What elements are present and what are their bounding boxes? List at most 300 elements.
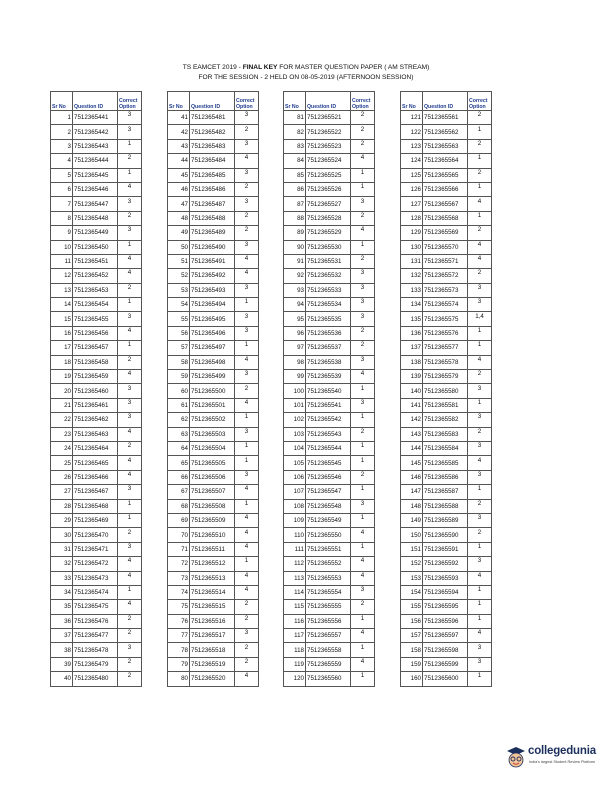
sr-no-cell: 90 bbox=[284, 240, 306, 254]
table-row bbox=[51, 182, 142, 196]
question-id-cell: 7512365592 bbox=[423, 557, 468, 571]
table-row bbox=[284, 672, 375, 686]
sr-no-cell: 130 bbox=[401, 240, 423, 254]
question-id-cell: 7512365589 bbox=[423, 513, 468, 527]
sr-no-cell: 114 bbox=[284, 585, 306, 599]
question-id-cell: 7512365527 bbox=[306, 197, 351, 211]
correct-option-value: 4 bbox=[360, 226, 365, 234]
table-row bbox=[401, 585, 492, 599]
correct-option-cell bbox=[118, 413, 142, 427]
question-id-cell: 7512365484 bbox=[190, 154, 235, 168]
correct-option-header: Correct Option bbox=[118, 92, 142, 111]
correct-option-value: 3 bbox=[244, 629, 249, 637]
correct-option-cell bbox=[235, 111, 259, 125]
question-id-cell: 7512365467 bbox=[73, 485, 118, 499]
correct-option-value: 3 bbox=[244, 312, 249, 320]
sr-no-cell: 83 bbox=[284, 139, 306, 153]
correct-option-value: 1 bbox=[477, 341, 482, 349]
question-id-cell: 7512365528 bbox=[306, 211, 351, 225]
correct-option-value: 1 bbox=[477, 183, 482, 191]
sr-no-cell: 112 bbox=[284, 557, 306, 571]
correct-option-cell bbox=[235, 355, 259, 369]
correct-option-value: 1 bbox=[477, 586, 482, 594]
correct-option-cell bbox=[468, 139, 492, 153]
correct-option-cell bbox=[351, 542, 375, 556]
correct-option-cell bbox=[118, 154, 142, 168]
sr-no-cell: 91 bbox=[284, 254, 306, 268]
sr-no-cell: 4 bbox=[51, 154, 73, 168]
question-id-header: Question ID bbox=[73, 92, 118, 111]
correct-option-value: 4 bbox=[244, 586, 249, 594]
sr-no-cell: 58 bbox=[168, 355, 190, 369]
sr-no-cell: 29 bbox=[51, 513, 73, 527]
correct-option-cell bbox=[118, 513, 142, 527]
correct-option-value: 3 bbox=[360, 399, 365, 406]
table-row bbox=[168, 427, 259, 441]
correct-option-cell bbox=[235, 298, 259, 312]
table-row bbox=[51, 341, 142, 355]
correct-option-cell bbox=[118, 441, 142, 455]
question-id-cell: 7512365583 bbox=[423, 427, 468, 441]
correct-option-value: 2 bbox=[127, 211, 132, 219]
table-row bbox=[284, 398, 375, 412]
question-id-cell: 7512365553 bbox=[306, 571, 351, 585]
table-row bbox=[51, 614, 142, 628]
correct-option-value: 1 bbox=[244, 298, 249, 306]
correct-option-value: 1 bbox=[360, 614, 365, 622]
sr-no-cell: 142 bbox=[401, 413, 423, 427]
correct-option-cell bbox=[118, 355, 142, 369]
sr-no-cell: 152 bbox=[401, 557, 423, 571]
question-id-cell: 7512365518 bbox=[190, 643, 235, 657]
sr-no-cell: 145 bbox=[401, 456, 423, 470]
sr-no-cell: 66 bbox=[168, 470, 190, 484]
question-id-cell: 7512365496 bbox=[190, 326, 235, 340]
sr-no-cell: 106 bbox=[284, 470, 306, 484]
sr-no-cell: 22 bbox=[51, 413, 73, 427]
correct-option-value: 4 bbox=[127, 600, 132, 608]
table-row bbox=[168, 600, 259, 614]
question-id-cell: 7512365505 bbox=[190, 456, 235, 470]
answer-table-1 bbox=[50, 91, 142, 687]
question-id-cell: 7512365530 bbox=[306, 240, 351, 254]
question-id-cell: 7512365473 bbox=[73, 571, 118, 585]
table-row bbox=[51, 298, 142, 312]
sr-no-cell: 120 bbox=[284, 672, 306, 686]
correct-option-value: 1 bbox=[244, 499, 249, 507]
correct-option-value: 2 bbox=[127, 154, 132, 162]
sr-no-cell: 35 bbox=[51, 600, 73, 614]
table-row bbox=[51, 499, 142, 513]
correct-option-value: 3 bbox=[244, 197, 249, 205]
correct-option-cell bbox=[235, 600, 259, 614]
table-row bbox=[401, 355, 492, 369]
table-row bbox=[51, 571, 142, 585]
question-id-cell: 7512365542 bbox=[306, 413, 351, 427]
question-id-cell: 7512365554 bbox=[306, 585, 351, 599]
correct-option-cell bbox=[351, 125, 375, 139]
correct-option-value: 1 bbox=[244, 442, 249, 450]
sr-no-cell: 129 bbox=[401, 226, 423, 240]
table-row bbox=[284, 456, 375, 470]
correct-option-cell bbox=[118, 398, 142, 412]
sr-no-cell: 87 bbox=[284, 197, 306, 211]
correct-option-cell bbox=[235, 312, 259, 326]
table-row bbox=[168, 456, 259, 470]
correct-option-value: 3 bbox=[127, 542, 132, 550]
sr-no-cell: 101 bbox=[284, 398, 306, 412]
table-row bbox=[284, 341, 375, 355]
table-row bbox=[284, 370, 375, 384]
correct-option-value: 2 bbox=[477, 226, 482, 234]
table-row bbox=[401, 470, 492, 484]
correct-option-value: 1 bbox=[360, 240, 365, 248]
question-id-cell: 7512365491 bbox=[190, 254, 235, 268]
table-row bbox=[284, 657, 375, 671]
correct-option-cell bbox=[118, 528, 142, 542]
question-id-cell: 7512365576 bbox=[423, 326, 468, 340]
correct-option-value: 4 bbox=[244, 399, 249, 406]
correct-option-value: 2 bbox=[244, 183, 249, 191]
question-id-cell: 7512365552 bbox=[306, 557, 351, 571]
correct-option-header: Correct Option bbox=[235, 92, 259, 111]
correct-option-cell bbox=[235, 557, 259, 571]
sr-no-cell: 50 bbox=[168, 240, 190, 254]
correct-option-value: 1 bbox=[477, 614, 482, 622]
table-row bbox=[401, 182, 492, 196]
correct-option-value: 2 bbox=[360, 600, 365, 608]
correct-option-cell bbox=[235, 211, 259, 225]
correct-option-value: 2 bbox=[360, 470, 365, 478]
question-id-cell: 7512365464 bbox=[73, 441, 118, 455]
correct-option-cell bbox=[118, 240, 142, 254]
logo-brand: collegedunia bbox=[528, 745, 596, 757]
sr-no-cell: 40 bbox=[51, 672, 73, 686]
question-id-cell: 7512365534 bbox=[306, 298, 351, 312]
correct-option-value: 3 bbox=[127, 413, 132, 421]
correct-option-cell bbox=[351, 398, 375, 412]
correct-option-cell bbox=[118, 614, 142, 628]
sr-no-cell: 37 bbox=[51, 629, 73, 643]
question-id-cell: 7512365575 bbox=[423, 312, 468, 326]
correct-option-value: 1 bbox=[360, 456, 365, 464]
question-id-cell: 7512365559 bbox=[306, 657, 351, 671]
question-id-cell: 7512365498 bbox=[190, 355, 235, 369]
question-id-cell: 7512365574 bbox=[423, 298, 468, 312]
sr-no-cell: 159 bbox=[401, 657, 423, 671]
sr-no-cell: 34 bbox=[51, 585, 73, 599]
table-row bbox=[284, 629, 375, 643]
question-id-cell: 7512365445 bbox=[73, 168, 118, 182]
answer-table-3 bbox=[283, 91, 375, 687]
correct-option-value: 3 bbox=[127, 125, 132, 133]
sr-no-cell: 60 bbox=[168, 384, 190, 398]
correct-option-value: 2 bbox=[477, 499, 482, 507]
mascot-icon bbox=[504, 743, 528, 771]
sr-no-cell: 122 bbox=[401, 125, 423, 139]
table-row bbox=[51, 427, 142, 441]
table-row bbox=[284, 182, 375, 196]
correct-option-value: 2 bbox=[477, 269, 482, 277]
correct-option-value: 4 bbox=[244, 485, 249, 493]
correct-option-value: 3 bbox=[127, 312, 132, 320]
correct-option-cell bbox=[118, 197, 142, 211]
correct-option-value: 2 bbox=[360, 341, 365, 349]
table-row bbox=[168, 168, 259, 182]
question-id-cell: 7512365451 bbox=[73, 254, 118, 268]
question-id-cell: 7512365556 bbox=[306, 614, 351, 628]
sr-no-cell: 17 bbox=[51, 341, 73, 355]
correct-option-cell bbox=[351, 600, 375, 614]
question-id-cell: 7512365573 bbox=[423, 283, 468, 297]
sr-no-cell: 82 bbox=[284, 125, 306, 139]
sr-no-cell: 110 bbox=[284, 528, 306, 542]
question-id-cell: 7512365454 bbox=[73, 298, 118, 312]
correct-option-cell bbox=[235, 240, 259, 254]
correct-option-cell bbox=[468, 125, 492, 139]
sr-no-cell: 8 bbox=[51, 211, 73, 225]
correct-option-value: 4 bbox=[477, 629, 482, 637]
correct-option-value: 4 bbox=[477, 197, 482, 205]
table-row bbox=[168, 485, 259, 499]
correct-option-cell bbox=[235, 513, 259, 527]
sr-no-cell: 138 bbox=[401, 355, 423, 369]
sr-no-cell: 143 bbox=[401, 427, 423, 441]
correct-option-cell bbox=[235, 485, 259, 499]
correct-option-value: 3 bbox=[477, 470, 482, 478]
correct-option-value: 1 bbox=[360, 672, 365, 680]
sr-no-cell: 56 bbox=[168, 326, 190, 340]
correct-option-cell bbox=[468, 197, 492, 211]
correct-option-cell bbox=[235, 413, 259, 427]
correct-option-value: 2 bbox=[127, 283, 132, 291]
correct-option-cell bbox=[118, 226, 142, 240]
table-row bbox=[284, 211, 375, 225]
correct-option-value: 2 bbox=[127, 355, 132, 363]
correct-option-cell bbox=[468, 154, 492, 168]
table-row bbox=[168, 542, 259, 556]
question-id-cell: 7512365456 bbox=[73, 326, 118, 340]
correct-option-value: 3 bbox=[244, 283, 249, 291]
correct-option-cell bbox=[468, 585, 492, 599]
table-row bbox=[284, 643, 375, 657]
table-row bbox=[284, 298, 375, 312]
table-row bbox=[401, 341, 492, 355]
correct-option-value: 1,4 bbox=[475, 312, 484, 320]
sr-no-cell: 146 bbox=[401, 470, 423, 484]
correct-option-value: 4 bbox=[127, 327, 132, 335]
table-row bbox=[284, 254, 375, 268]
header-line-2: FOR THE SESSION - 2 HELD ON 08-05-2019 (AFTERNOON SESSION) bbox=[198, 74, 414, 81]
correct-option-value: 2 bbox=[477, 427, 482, 435]
sr-no-cell: 28 bbox=[51, 499, 73, 513]
correct-option-cell bbox=[351, 168, 375, 182]
correct-option-cell bbox=[118, 269, 142, 283]
question-id-header: Question ID bbox=[306, 92, 351, 111]
correct-option-cell bbox=[118, 283, 142, 297]
correct-option-value: 2 bbox=[244, 658, 249, 666]
table-row bbox=[284, 125, 375, 139]
table-row bbox=[401, 240, 492, 254]
table-row bbox=[168, 341, 259, 355]
correct-option-cell bbox=[235, 427, 259, 441]
sr-no-cell: 26 bbox=[51, 470, 73, 484]
correct-option-cell bbox=[235, 254, 259, 268]
table-row bbox=[284, 528, 375, 542]
question-id-cell: 7512365452 bbox=[73, 269, 118, 283]
table-row bbox=[51, 557, 142, 571]
correct-option-cell bbox=[235, 139, 259, 153]
question-id-cell: 7512365511 bbox=[190, 542, 235, 556]
sr-no-cell: 134 bbox=[401, 298, 423, 312]
question-id-cell: 7512365537 bbox=[306, 341, 351, 355]
question-id-header: Question ID bbox=[190, 92, 235, 111]
table-row bbox=[284, 326, 375, 340]
table-row bbox=[284, 585, 375, 599]
sr-no-cell: 79 bbox=[168, 657, 190, 671]
question-id-cell: 7512365450 bbox=[73, 240, 118, 254]
correct-option-value: 2 bbox=[244, 614, 249, 622]
sr-no-cell: 160 bbox=[401, 672, 423, 686]
question-id-cell: 7512365584 bbox=[423, 441, 468, 455]
table-row bbox=[284, 197, 375, 211]
question-id-cell: 7512365471 bbox=[73, 542, 118, 556]
correct-option-cell bbox=[468, 240, 492, 254]
question-id-cell: 7512365514 bbox=[190, 585, 235, 599]
correct-option-cell bbox=[468, 226, 492, 240]
table-row bbox=[284, 312, 375, 326]
table-row bbox=[401, 384, 492, 398]
correct-option-cell bbox=[468, 643, 492, 657]
correct-option-value: 2 bbox=[360, 125, 365, 133]
correct-option-cell bbox=[351, 269, 375, 283]
sr-no-cell: 73 bbox=[168, 571, 190, 585]
question-id-cell: 7512365544 bbox=[306, 441, 351, 455]
question-id-cell: 7512365488 bbox=[190, 211, 235, 225]
sr-no-cell: 81 bbox=[284, 111, 306, 125]
table-row bbox=[168, 672, 259, 686]
correct-option-value: 3 bbox=[477, 384, 482, 392]
correct-option-value: 3 bbox=[127, 197, 132, 205]
correct-option-value: 3 bbox=[244, 427, 249, 435]
question-id-cell: 7512365593 bbox=[423, 571, 468, 585]
table-row bbox=[168, 154, 259, 168]
sr-no-cell: 7 bbox=[51, 197, 73, 211]
sr-no-cell: 62 bbox=[168, 413, 190, 427]
question-id-cell: 7512365463 bbox=[73, 427, 118, 441]
sr-no-cell: 45 bbox=[168, 168, 190, 182]
correct-option-value: 2 bbox=[477, 370, 482, 378]
table-row bbox=[168, 111, 259, 125]
sr-no-cell: 25 bbox=[51, 456, 73, 470]
question-id-cell: 7512365517 bbox=[190, 629, 235, 643]
table-row bbox=[51, 125, 142, 139]
table-row bbox=[51, 326, 142, 340]
table-row bbox=[168, 499, 259, 513]
question-id-cell: 7512365461 bbox=[73, 398, 118, 412]
correct-option-value: 1 bbox=[244, 456, 249, 464]
sr-no-cell: 47 bbox=[168, 197, 190, 211]
question-id-cell: 7512365441 bbox=[73, 111, 118, 125]
correct-option-value: 3 bbox=[477, 643, 482, 651]
question-id-cell: 7512365457 bbox=[73, 341, 118, 355]
correct-option-value: 2 bbox=[477, 528, 482, 536]
correct-option-value: 1 bbox=[360, 168, 365, 176]
table-row bbox=[401, 441, 492, 455]
table-row bbox=[51, 585, 142, 599]
table-row bbox=[51, 283, 142, 297]
table-row bbox=[401, 427, 492, 441]
correct-option-cell bbox=[468, 355, 492, 369]
table-row bbox=[51, 513, 142, 527]
question-id-cell: 7512365590 bbox=[423, 528, 468, 542]
correct-option-value: 4 bbox=[127, 557, 132, 565]
table-row bbox=[284, 499, 375, 513]
table-row bbox=[168, 528, 259, 542]
correct-option-cell bbox=[118, 456, 142, 470]
correct-option-value: 2 bbox=[360, 427, 365, 435]
sr-no-cell: 41 bbox=[168, 111, 190, 125]
table-row bbox=[168, 614, 259, 628]
sr-no-cell: 118 bbox=[284, 643, 306, 657]
table-row bbox=[284, 154, 375, 168]
correct-option-cell bbox=[235, 614, 259, 628]
sr-no-cell: 124 bbox=[401, 154, 423, 168]
question-id-cell: 7512365490 bbox=[190, 240, 235, 254]
answer-table-4 bbox=[400, 91, 492, 687]
correct-option-value: 4 bbox=[360, 154, 365, 162]
correct-option-value: 1 bbox=[477, 211, 482, 219]
question-id-cell: 7512365481 bbox=[190, 111, 235, 125]
sr-no-cell: 155 bbox=[401, 600, 423, 614]
correct-option-cell bbox=[468, 499, 492, 513]
question-id-cell: 7512365563 bbox=[423, 139, 468, 153]
correct-option-value: 2 bbox=[127, 629, 132, 637]
table-row bbox=[284, 485, 375, 499]
correct-option-cell bbox=[468, 600, 492, 614]
question-id-cell: 7512365580 bbox=[423, 384, 468, 398]
table-row bbox=[168, 139, 259, 153]
table-row bbox=[284, 427, 375, 441]
correct-option-cell bbox=[351, 571, 375, 585]
question-id-cell: 7512365562 bbox=[423, 125, 468, 139]
correct-option-value: 3 bbox=[360, 298, 365, 306]
question-id-cell: 7512365600 bbox=[423, 672, 468, 686]
correct-option-cell bbox=[118, 585, 142, 599]
sr-no-cell: 156 bbox=[401, 614, 423, 628]
sr-no-cell: 70 bbox=[168, 528, 190, 542]
question-id-cell: 7512365506 bbox=[190, 470, 235, 484]
correct-option-value: 3 bbox=[127, 384, 132, 392]
table-row bbox=[51, 312, 142, 326]
correct-option-value: 1 bbox=[360, 183, 365, 191]
correct-option-value: 1 bbox=[360, 514, 365, 522]
question-id-cell: 7512365555 bbox=[306, 600, 351, 614]
question-id-cell: 7512365564 bbox=[423, 154, 468, 168]
correct-option-cell bbox=[468, 672, 492, 686]
correct-option-cell bbox=[468, 168, 492, 182]
question-id-cell: 7512365459 bbox=[73, 370, 118, 384]
table-row bbox=[401, 370, 492, 384]
correct-option-value: 4 bbox=[127, 255, 132, 263]
table-row bbox=[284, 168, 375, 182]
correct-option-value: 4 bbox=[244, 255, 249, 263]
question-id-cell: 7512365478 bbox=[73, 643, 118, 657]
question-id-cell: 7512365543 bbox=[306, 427, 351, 441]
correct-option-value: 1 bbox=[360, 485, 365, 493]
correct-option-cell bbox=[235, 326, 259, 340]
question-id-cell: 7512365499 bbox=[190, 370, 235, 384]
